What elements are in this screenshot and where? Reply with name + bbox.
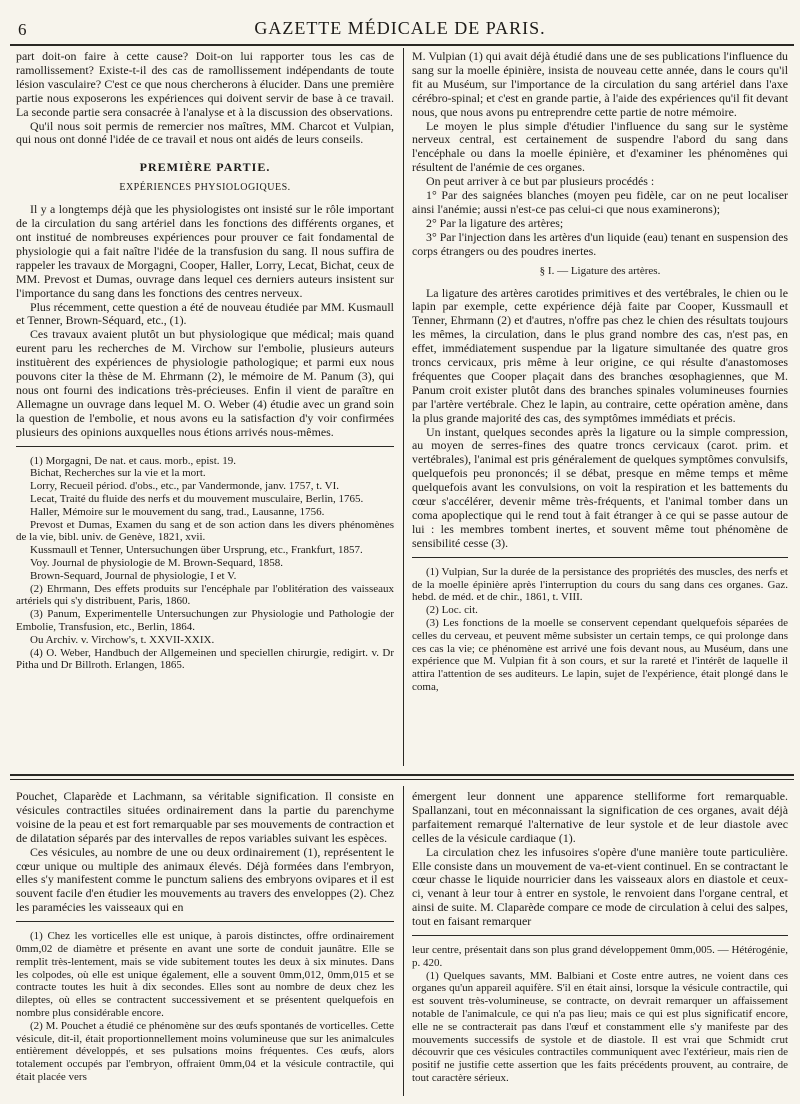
footnote: Ou Archiv. v. Virchow's, t. XXVII-XXIX. xyxy=(30,633,215,646)
paragraph: 2° Par la ligature des artères; xyxy=(426,215,564,230)
footnote: (4) O. Weber, Handbuch der Allgemeinen und speciellen chirurgie, redigirt. v. Dr Pitha und Dr Billroth. Erlangen, 1865. xyxy=(16,646,394,672)
paragraph: 1° Par des saignées blanches (moyen peu fidèle, car on ne peut localiser ainsi l'anémie; aussi n'est-ce pas celui-ci que nous examinerons); xyxy=(412,188,788,216)
footnotes xyxy=(412,944,788,1085)
footnote: (3) Panum, Experimentelle Untersuchungen zur Physiologie und Pathologie der Embolie, Transfusion, etc., Berlin, 1864. xyxy=(16,608,394,633)
footnote-rule xyxy=(412,557,788,558)
footnote: (1) Morgagni, De nat. et caus. morb., epist. 19. xyxy=(30,454,237,467)
section-title: EXPÉRIENCES PHYSIOLOGIQUES. xyxy=(119,182,291,194)
footnote-rule xyxy=(16,921,394,922)
footnote: (2) Ehrmann, Des effets produits sur l'encéphale par l'oblitération des vaisseaux artériels qui s'y distribuent, Paris, 1860. xyxy=(16,582,394,608)
footnote: Brown-Sequard, Journal de physiologie, I et V. xyxy=(30,569,237,582)
paragraph: Le moyen le plus simple d'étudier l'influence du sang sur le système nerveux central, est certainement de suspendre l'abord du sang dans l'encéphale ou dans la moelle épinière, et d'examiner les phénomènes qui résultent de l'anémie de ces organes. xyxy=(412,118,788,175)
upper-right-column xyxy=(412,50,788,766)
paragraph: M. Vulpian (1) qui avait déjà étudié dans une de ses publications l'influence du sang sur la moelle épinière, insista de nouveau cette année, dans le cours qu'il fit au Muséum, sur l'importance de la circulation du sang artériel dans l'axe cérébro-spinal; et c'est en grande partie, à l'aide des expériences qu'il fit devant nous, que nous avons pu entreprendre cette partie de notre mémoire. xyxy=(412,50,788,119)
paragraph: part doit-on faire à cette cause? Doit-on lui rapporter tous les cas de ramollissement? Existe-t-il des cas de ramollissement indépendants de toute lésion vasculaire? C'est ce que nous chercherons à élucider. Dans une première partie nous exposerons les expériences qui doivent servir de base à ce travail. La seconde partie sera consacrée à l'analyse et à la discussion des observations. xyxy=(16,50,394,119)
footnote: (1) Chez les vorticelles elle est unique, à parois distinctes, offre ordinairement 0mm,02 de diamètre et présente en avant une sorte de conduit jaunâtre. Elle se remplit très-lentement, mais se vide subitement toutes les deux à six minutes. Dans les colpodes, où elle est unique également, elle a souvent 0mm,012, 0mm,015 et se contracte toutes les huit à dix secondes. Elles sont au nombre de deux chez les dileptes, où elles se contractent successivement et se présentent quelquefois en nombre plus considérable encore. xyxy=(16,930,394,1019)
header-rule xyxy=(10,44,794,46)
footnotes xyxy=(412,566,788,694)
paragraph: Il y a longtemps déjà que les physiologistes ont insisté sur le rôle important de la circulation du sang artériel dans les fonctions des différents organes, et ont institué de nombreuses expériences pour prouver ce fait fondamental de physiologie qui a fait naître l'idée de la transfusion du sang. Il nous suffira de rappeler les travaux de Morgagni, Cooper, Haller, Lorry, Lecat, Bichat, ceux de MM. Prevost et Dumas, ouvrage dans lequel ces derniers auteurs insistent sur l'importance du sang dans les fonctions des centres nerveux. xyxy=(16,202,394,300)
upper-left-column xyxy=(16,50,394,766)
paragraph: Ces vésicules, au nombre de une ou deux ordinairement (1), représentent le cœur unique ou multiple des animaux élevés. Déjà formées dans l'embryon, elles s'y manifestent comme le punctum saliens des embryons ovipares et il est souvent facile d'en étudier les mouvements au travers des enveloppes (2). Chez les paramécies les vaisseaux qui en xyxy=(16,844,394,915)
lower-right-column xyxy=(412,790,788,1096)
part-title: PREMIÈRE PARTIE. xyxy=(139,160,271,175)
paragraph: La ligature des artères carotides primitives et des vertébrales, le chien ou le lapin par exemple, cette expérience déjà faite par Cooper, Kussmaull et Tenner, Ehrmann (2) et d'autres, n'offre pas chez le chien des résultats toujours les mêmes, la circulation, dans le plus grand nombre des cas, n'est pas, en effet, immédiatement suspendue par la ligature simultanée des quatre gros troncs cervicaux, pris même à leur origine, ce qui résulte d'anastomoses fréquentes que Cooper plaçait dans des branches œsophagiennes, que M. Panum croit exister plutôt dans des branches spinales volumineuses fournies par l'artère vertébrale. Chez le lapin, au contraire, cette opération amène, dans la plus grande majorité des cas, des symptômes immédiats et précis. xyxy=(412,285,788,425)
paragraph: Qu'il nous soit permis de remercier nos maîtres, MM. Charcot et Vulpian, qui nous ont donné l'idée de ce travail et nous ont aidés de leurs conseils. xyxy=(16,118,394,147)
paragraph: On peut arriver à ce but par plusieurs procédés : xyxy=(426,174,655,189)
footnote: (2) M. Pouchet a étudié ce phénomène sur des œufs spontanés de vorticelles. Cette vésicule, dit-il, était proportionnellement moins volumineuse que sur les animalcules entièrement développés, et ses pulsations moins fréquentes. Ces œufs, alors totalement occupés par l'embryon, offraient 0mm,04 et la vésicule contractile, qui était placée vers xyxy=(16,1019,394,1083)
paragraph: 3° Par l'injection dans les artères d'un liquide (eau) tenant en suspension des corps étrangers ou des poudres inertes. xyxy=(412,229,788,258)
footnote: (3) Les fonctions de la moelle se conservent cependant quelquefois séparées de celles du cerveau, et peuvent même subsister un certain temps, ce qui prolonge dans ces cas la vie; ce phénomène est arrivé une fois devant nous, au Muséum, dans une expérience que M. Vulpian fit à son cours, et sur la rareté et l'intérêt de laquelle il attira l'attention de ses auditeurs. Le lapin, sujet de l'expérience, était plongé dans le coma, xyxy=(412,616,788,693)
footnote: Bichat, Recherches sur la vie et la mort. xyxy=(30,467,206,480)
section-title: § I. — Ligature des artères. xyxy=(539,264,661,277)
paragraph: La circulation chez les infusoires s'opère d'une manière toute particulière. Elle consiste dans un mouvement de va-et-vient continuel. En se contractant le cœur chasse le liquide nourricier dans les vaisseaux alors en diastole et ceux-ci, venant à leur tour à entrer en systole, le renvoient dans l'organe central, et ainsi de suite. M. Claparède compare ce mode de circulation à celui des salpes, tout en faisant remarquer xyxy=(412,844,788,929)
footnote: Lecat, Traité du fluide des nerfs et du mouvement musculaire, Berlin, 1765. xyxy=(30,492,364,505)
paragraph: Plus récemment, cette question a été de nouveau étudiée par MM. Kusmaull et Tenner, Brown-Séquard, etc., (1). xyxy=(16,299,394,328)
footnotes xyxy=(16,930,394,1084)
footnote-rule xyxy=(16,446,394,447)
footnote: Kussmaull et Tenner, Untersuchungen über Ursprung, etc., Frankfurt, 1857. xyxy=(30,544,363,557)
footnote: Haller, Mémoire sur le mouvement du sang, trad., Lausanne, 1756. xyxy=(30,505,325,518)
paragraph: Pouchet, Claparède et Lachmann, sa véritable signification. Il consiste en vésicules contractiles situées ordinairement dans la partie du parenchyme voisine de la peau et est fort remarquable par ses mouvements de contraction et de dilatation séparés par des intervalles de repos variables suivant les espèces. xyxy=(16,790,394,845)
column-divider xyxy=(403,786,404,1096)
page-header xyxy=(0,16,800,46)
footnote: Prevost et Dumas, Examen du sang et de son action dans les divers phénomènes de la vie, bibl. univ. de Genève, 1821, xvii. xyxy=(16,518,394,544)
paragraph: Ces travaux avaient plutôt un but physiologique que médical; mais quand eurent paru les recherches de M. Virchow sur l'embolie, plusieurs auteurs instituèrent des expériences de physiologie pathologique; et parmi eux nous pouvons citer la thèse de M. Ehrmann (2), le mémoire de M. Panum (3), qui nous ont fourni des indications très-précieuses. Enfin il vient de paraître en Allemagne un ouvrage dans lequel M. O. Weber (4) étudie avec un grand soin la question de l'embolie, et nous avons eu la satisfaction d'y voir confirmées plusieurs des opinions auxquelles nous étions arrivés nous-mêmes. xyxy=(16,327,394,439)
section-rule xyxy=(10,779,794,780)
lower-left-column xyxy=(16,790,394,1096)
footnote: (1) Quelques savants, MM. Balbiani et Coste entre autres, ne voient dans ces organes qu'un appareil aquifère. S'il en était ainsi, lorsque la vésicule contractile, qui est souvent très-volumineuse, se contracte, on devrait remarquer un affaissement notable de l'animalcule, ce qui n'a pas lieu; mais ce qui est plus significatif encore, elle ne se contracterait pas dans l'œuf et constamment elle s'y manifeste par des mouvements successifs de systole et de diastole. Il est vrai que Schmidt crut découvrir que ces vésicules contractiles communiquent avec l'extérieur, mais rien de positif ne justifie cette assertion que les faits précédents prouvent, au contraire, de tout caractère sérieux. xyxy=(412,969,788,1085)
page-number: 6 xyxy=(18,20,27,39)
footnote: Lorry, Recueil périod. d'obs., etc., par Vandermonde, janv. 1757, t. VI. xyxy=(30,480,339,493)
footnotes xyxy=(16,455,394,673)
footnote: leur centre, présentait dans son plus grand développement 0mm,005. — Hétérogénie, p. 420. xyxy=(412,944,788,969)
section-rule xyxy=(10,774,794,776)
running-title: GAZETTE MÉDICALE DE PARIS. xyxy=(254,18,546,38)
footnote: Voy. Journal de physiologie de M. Brown-Sequard, 1858. xyxy=(30,556,283,569)
footnote-rule xyxy=(412,935,788,936)
footnote: (2) Loc. cit. xyxy=(426,604,478,617)
paragraph: émergent leur donnent une apparence stelliforme fort remarquable. Spallanzani, tout en méconnaissant la signification de ces organes, avait déjà parfaitement remarqué l'alternative de leur systole et de leur diastole avec celles de la vésicule cardiaque (1). xyxy=(412,790,788,845)
column-divider xyxy=(403,48,404,766)
paragraph: Un instant, quelques secondes après la ligature ou la simple compression, au moyen de serres-fines des quatre troncs cervicaux (carot. prim. et vertébrales), l'animal est pris généralement de quelques symptômes convulsifs, quelquefois peu prononcés; il se débat, presque en même temps et même quelquefois avant les convulsions, on voit la respiration et les battements du cœur s'accélérer, devenir même très-fréquents, et l'animal tomber dans un coma apoplectique qui le rend tout à fait étranger à ce qui se passe autour de lui : les membres tombent inertes, et souvent même tout phénomène de sensibilité cesse (3). xyxy=(412,424,788,550)
footnote: (1) Vulpian, Sur la durée de la persistance des propriétés des muscles, des nerfs et de la moelle épinière après l'interruption du cours du sang dans ces organes. Gaz. hebd. de méd. et de chir., 1861, t. VIII. xyxy=(412,565,788,604)
